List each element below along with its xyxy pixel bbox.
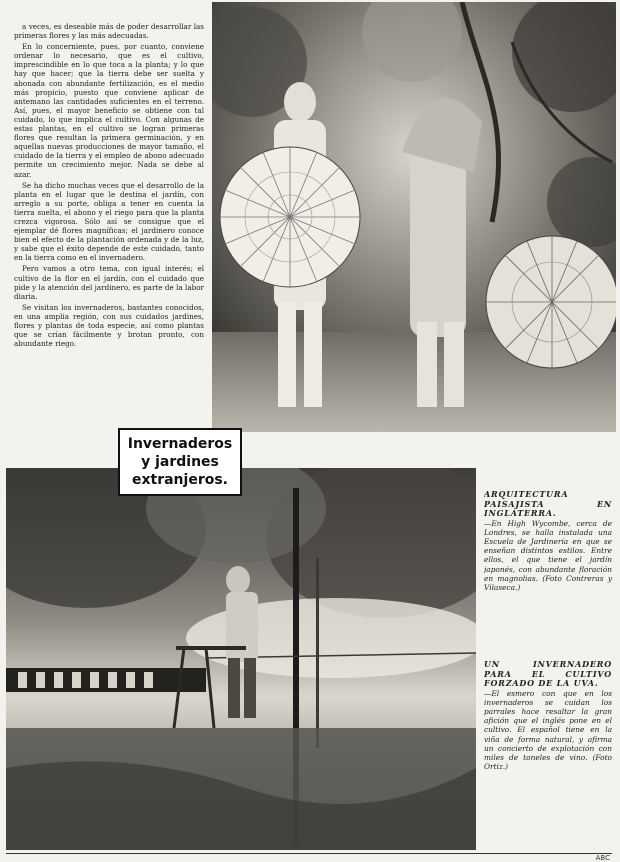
- caption-japanese-garden: [484, 490, 612, 612]
- article-title-line-1: Invernaderos: [127, 436, 233, 452]
- article-paragraph-5: Se visitan los invernaderos, bastantes conocidos, en una amplia región, con sus cuidados jardines, flores y plantas de toda especie, así como plantas que se crían fácilmente y brotan pronto, con abundante riego.: [14, 302, 204, 349]
- photo-greenhouse-illustration: [6, 468, 476, 850]
- article-title-line-3: extranjeros.: [131, 472, 228, 488]
- caption-2-heading: UN INVERNADERO PARA EL CULTIVO FORZADO DE LA UVA.: [484, 660, 612, 688]
- photo-japanese-garden-illustration: [212, 2, 616, 432]
- article-paragraph-1: a veces, es deseable más de poder desarrollar las primeras flores y las más adecuadas.: [14, 22, 204, 41]
- parasol-1: [220, 147, 360, 287]
- photo-greenhouse-vines: [6, 468, 476, 850]
- article-title-line-2: y jardines: [141, 454, 219, 470]
- article-paragraph-3: Se ha dicho muchas veces que el desarrollo de la planta en el lugar que le destina el jardín, con arreglo a su porte, obliga a tener en cuenta la tierra suelta, el abono y el riego para que la planta crezca vigorosa. Sólo así se consigue que el ejemplar dé flores magníficas; el jardinero conoce bien el efecto de la plantación ordenada y de la luz, y sabe que el éxito depende de este cuidado, tanto en la tierra como en el invernadero.: [14, 180, 204, 263]
- footer-rule: [6, 853, 612, 854]
- caption-greenhouse: [484, 660, 612, 850]
- article-paragraph-4: Pero vamos a otro tema, con igual interés; el cultivo de la flor en el jardín, con el cuidado que pide y la atención del jardinero, es parte de la labor diaria.: [14, 264, 204, 301]
- page-mark: ABC: [595, 854, 610, 862]
- caption-1-text: —En High Wycombe, cerca de Londres, se halla instalada una Escuela de Jardinería en que se enseñan distintos estilos. Entre ellos, el que tiene el jardín japonés, con abundante floración en magnolias. (Foto Contreras y Vilaseca.): [484, 518, 612, 592]
- caption-1-heading: ARQUITECTURA PAISAJISTA EN INGLATERRA.: [484, 490, 612, 518]
- article-body: [14, 22, 204, 420]
- article-title: [118, 428, 242, 496]
- caption-2-text: —El esmero con que en los invernaderos se cuidan los parrales hace resaltar la gran afición que el inglés pone en el cultivo. El español tiene en la viña de forma natural, y afirma un concierto de explotación con miles de toneles de vino. (Foto Ortiz.): [484, 688, 612, 772]
- photo-japanese-garden: [212, 2, 616, 432]
- article-paragraph-2: En lo concerniente, pues, por cuanto, conviene ordenar lo necesario, que es el cultivo, imprescindible en lo que toca a la planta; y lo que hay que hacer; que la tierra debe ser suelta y abonada con abundante fertilización, es el medio más propicio, puesto que conviene aplicar de antemano las cantidades suficientes en el terreno. Así, pues, el mayor beneficio se obtiene con tal cuidado, lo que implica el cultivo. Con algunas de estas plantas, en el cultivo se logran primeras flores que resultan la primera germinación, y en aquellas nuevas producciones de mayor tamaño, el cuidado de la tierra y el empleo de abono adecuado permite un crecimiento mejor. Nada se debe al azar.: [14, 42, 204, 179]
- parasol-2: [486, 236, 616, 368]
